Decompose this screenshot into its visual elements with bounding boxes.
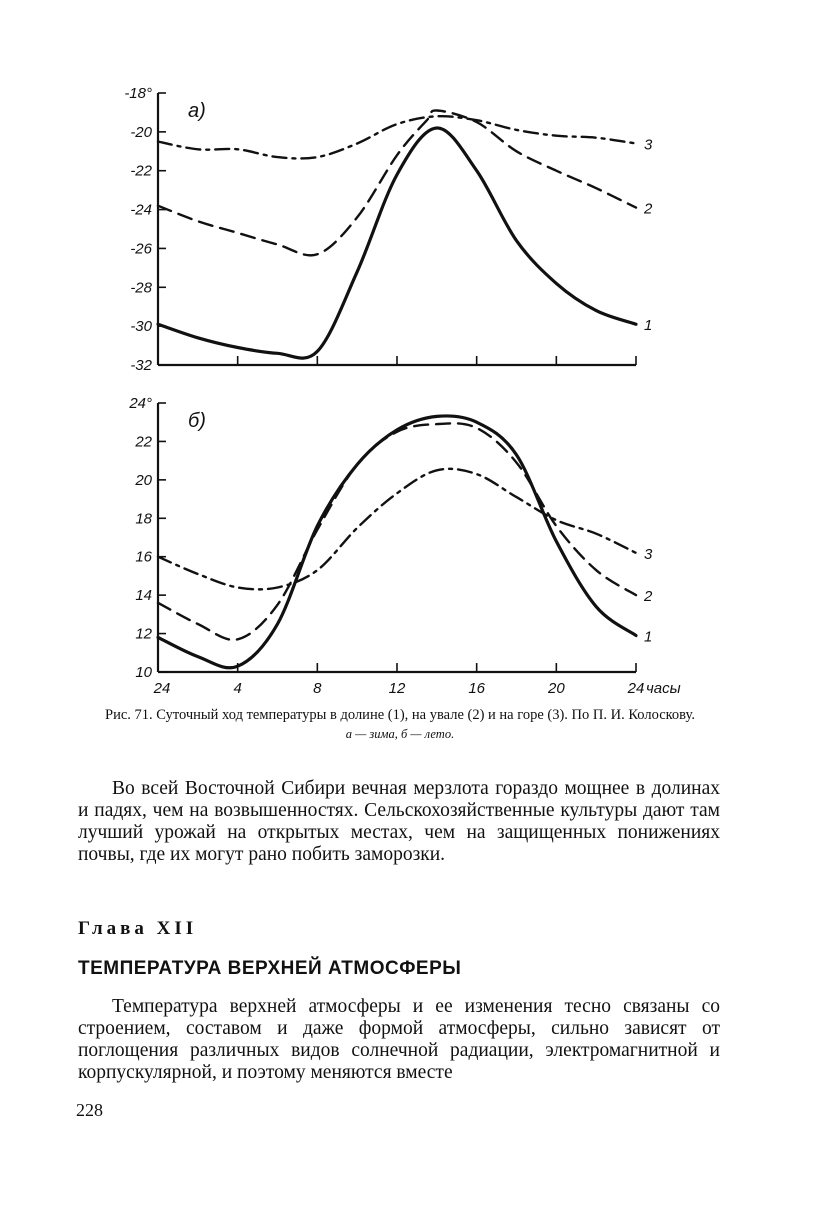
x-tick-label: 24 xyxy=(627,680,645,697)
series-2-line xyxy=(158,423,636,639)
figure-caption xyxy=(100,706,700,744)
series-1-line xyxy=(158,416,636,668)
y-tick-label: 12 xyxy=(135,625,152,643)
summer-chart xyxy=(128,395,680,697)
y-tick-label: -32 xyxy=(130,357,152,374)
chapter-title: Глава XII xyxy=(78,918,198,939)
x-tick-label: 16 xyxy=(468,680,486,697)
x-tick-label: 12 xyxy=(388,680,406,697)
series-3-line xyxy=(158,469,636,590)
x-tick-label: 4 xyxy=(233,680,242,697)
y-tick-label: 18 xyxy=(135,510,152,528)
x-tick-label: 24 xyxy=(153,680,171,697)
y-tick-label: -22 xyxy=(130,162,152,180)
section-heading: ТЕМПЕРАТУРА ВЕРХНЕЙ АТМОСФЕРЫ xyxy=(78,958,462,979)
series-3-label: 3 xyxy=(644,545,653,563)
y-tick-label: 20 xyxy=(135,471,152,489)
winter-chart xyxy=(124,85,653,374)
panel-label: б) xyxy=(188,410,206,432)
y-tick-label: 10 xyxy=(135,664,152,681)
y-tick-label: -30 xyxy=(130,318,152,336)
series-1-label: 1 xyxy=(644,317,653,335)
caption-main: Рис. 71. Суточный ход температуры в долине (1), на увале (2) и на горе (3). По П. И. Колоскову. xyxy=(105,707,695,723)
caption-sub: а — зима, б — лето. xyxy=(345,727,455,741)
x-unit-label: часы xyxy=(646,680,681,697)
x-tick-label: 20 xyxy=(547,680,565,697)
y-tick-label: -28 xyxy=(130,279,152,297)
y-tick-label: 24° xyxy=(129,395,152,412)
series-2-line xyxy=(158,110,636,255)
series-2-label: 2 xyxy=(644,200,653,218)
paragraph-text: Температура верхней атмосферы и ее изменения тесно связаны со строением, составом и даже формой атмосферы, сильно зависят от поглощения различных видов солнечной радиации, электромагнитной и корпускулярной, и поэтому меняются вместе xyxy=(78,996,720,1083)
y-tick-label: -20 xyxy=(130,123,152,141)
series-1-label: 1 xyxy=(644,628,653,646)
series-3-line xyxy=(158,116,636,158)
paragraph-upper-atmosphere xyxy=(78,996,720,1084)
y-tick-label: 22 xyxy=(135,433,152,451)
series-1-line xyxy=(158,128,636,358)
y-tick-label: 14 xyxy=(135,587,152,605)
page-number: 228 xyxy=(76,1100,103,1120)
y-tick-label: -26 xyxy=(130,240,152,258)
paragraph-text: Во всей Восточной Сибири вечная мерзлота гораздо мощнее в долинах и падях, чем на возвышенностях. Сельскохозяйственные культуры дают там лучший урожай на открытых местах, чем на защищенных понижениях почвы, где их могут рано побить заморозки. xyxy=(78,778,720,865)
series-3-label: 3 xyxy=(644,136,653,154)
y-tick-label: -18° xyxy=(124,85,152,102)
y-tick-label: 16 xyxy=(135,548,152,566)
x-tick-label: 8 xyxy=(313,680,322,697)
series-2-label: 2 xyxy=(644,588,653,606)
panel-label: а) xyxy=(188,100,206,122)
paragraph-permafrost xyxy=(78,778,720,866)
y-tick-label: -24 xyxy=(130,201,152,219)
